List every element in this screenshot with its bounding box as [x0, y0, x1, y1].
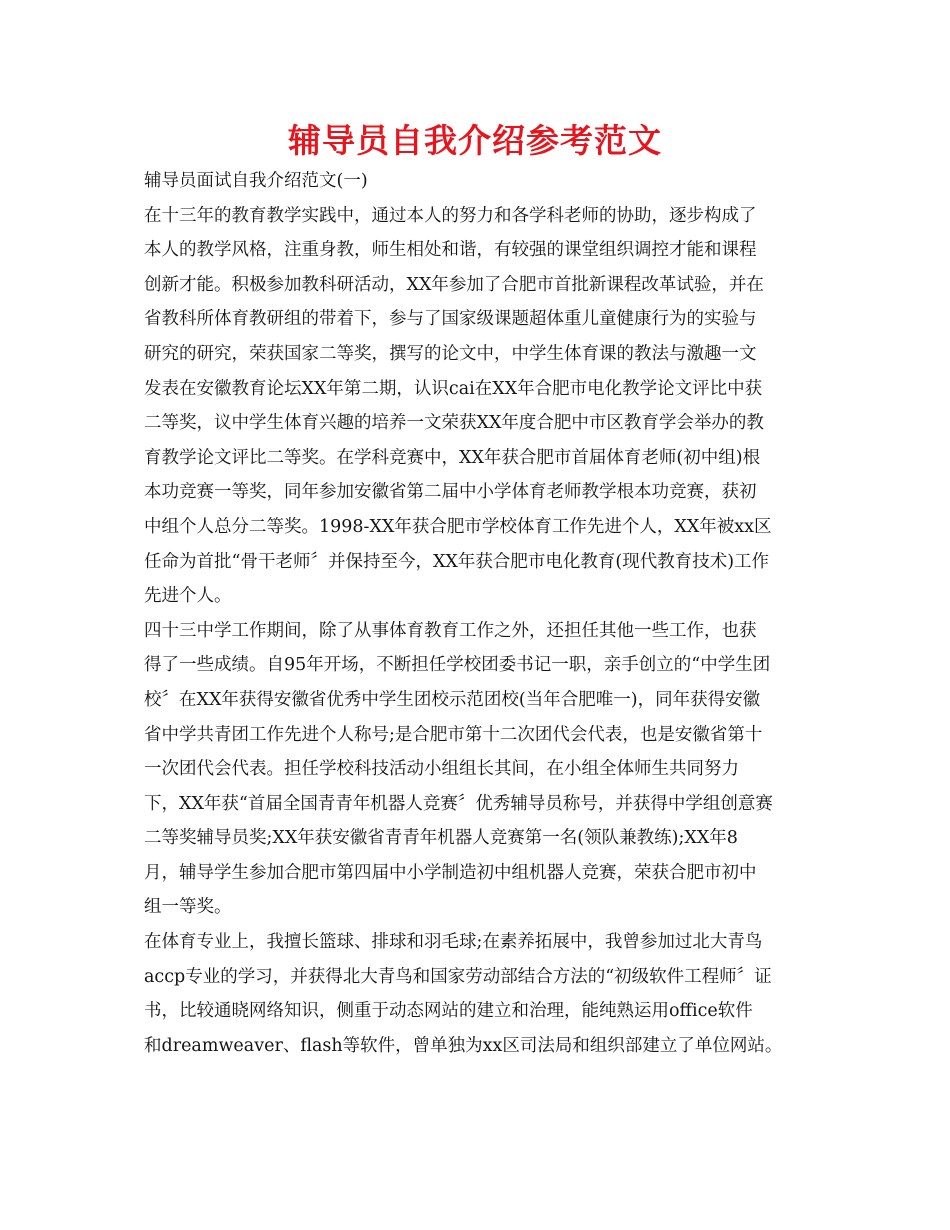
text-line: 得了一些成绩。自95年开场，不断担任学校团委书记一职，亲手创立的“中学生团	[144, 655, 771, 676]
text-line: 辅导员面试自我介绍范文(一)	[144, 171, 368, 191]
text-line: 组一等奖。	[144, 897, 232, 918]
text-line: 和dreamweaver、flash等软件，曾单独为xx区司法局和组织部建立了单位网站。	[144, 1035, 783, 1056]
text-line: 省中学共青团工作先进个人称号;是合肥市第十二次团代会代表，也是安徽省第十	[144, 724, 763, 745]
text-line: 书，比较通晓网络知识，侧重于动态网站的建立和治理，能纯熟运用office软件	[144, 1001, 753, 1022]
text-line: 一次团代会代表。担任学校科技活动小组组长其间，在小组全体师生共同努力	[144, 759, 739, 780]
text-line: 月，辅导学生参加合肥市第四届中小学制造初中组机器人竞赛，荣获合肥市初中	[144, 862, 757, 883]
text-line: 下，XX年获“首届全国青青年机器人竞赛〞优秀辅导员称号，并获得中学组创意赛	[144, 793, 773, 814]
text-line: 二等奖，议中学生体育兴趣的培养一文荣获XX年度合肥中市区教育学会举办的教	[144, 413, 764, 434]
document-title: 辅导员自我介绍参考范文	[288, 121, 662, 160]
text-line: 育教学论文评比二等奖。在学科竞赛中，XX年获合肥市首届体育老师(初中组)根	[144, 447, 761, 468]
text-line: 中组个人总分二等奖。1998-XX年获合肥市学校体育工作先进个人，XX年被xx区	[144, 516, 772, 537]
text-line: 本人的教学风格，注重身教，师生相处和谐，有较强的课堂组织调控才能和课程	[144, 240, 757, 261]
text-line: 四十三中学工作期间，除了从事体育教育工作之外，还担任其他一些工作，也获	[144, 620, 757, 641]
text-line: 二等奖辅导员奖;XX年获安徽省青青年机器人竞赛第一名(领队兼教练);XX年8	[144, 828, 738, 849]
text-line: accp专业的学习，并获得北大青鸟和国家劳动部结合方法的“初级软件工程师〞证	[144, 966, 772, 987]
text-line: 本功竞赛一等奖，同年参加安徽省第二届中小学体育老师教学根本功竞赛，获初	[144, 482, 757, 503]
document-body	[144, 164, 814, 1063]
text-line: 创新才能。积极参加教科研活动，XX年参加了合肥市首批新课程改革试验，并在	[144, 274, 764, 295]
text-line: 在十三年的教育教学实践中，通过本人的努力和各学科老师的协助，逐步构成了	[144, 205, 757, 226]
text-line: 任命为首批“骨干老师〞并保持至今，XX年获合肥市电化教育(现代教育技术)工作	[144, 551, 770, 572]
text-line: 先进个人。	[144, 586, 232, 607]
text-line: 研究的研究，荣获国家二等奖，撰写的论文中，中学生体育课的教法与激趣一文	[144, 343, 757, 364]
text-line: 省教科所体育教研组的带着下，参与了国家级课题超体重儿童健康行为的实验与	[144, 309, 757, 330]
text-line: 在体育专业上，我擅长篮球、排球和羽毛球;在素养拓展中，我曾参加过北大青鸟	[144, 932, 763, 953]
text-line: 发表在安徽教育论坛XX年第二期，认识cai在XX年合肥市电化教学论文评比中获	[144, 378, 763, 399]
text-line: 校〞在XX年获得安徽省优秀中学生团校示范团校(当年合肥唯一)，同年获得安徽	[144, 689, 761, 710]
